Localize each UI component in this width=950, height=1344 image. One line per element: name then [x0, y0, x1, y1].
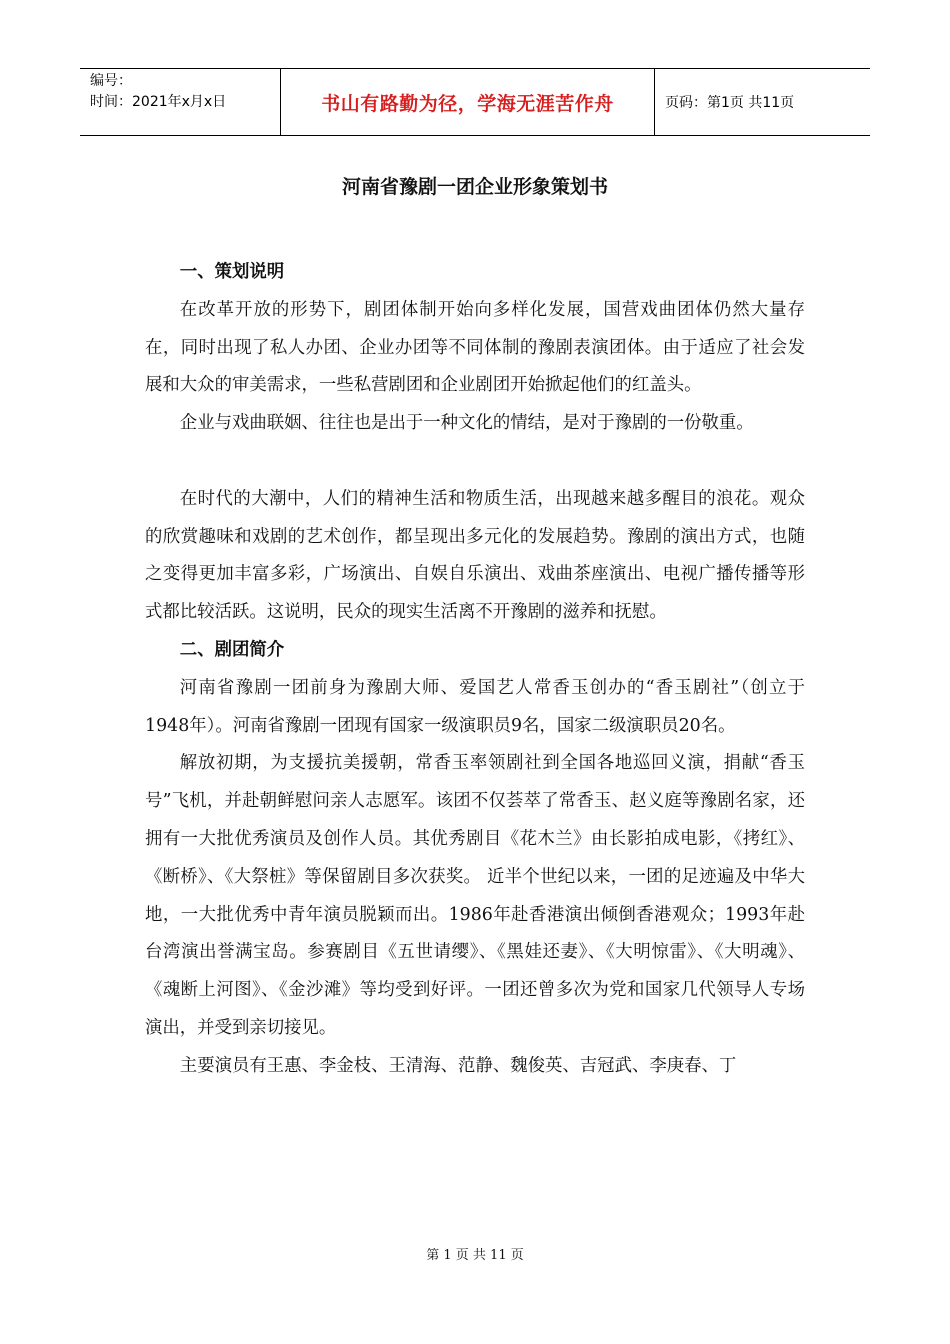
header-page-info: 页码：第1页 共11页: [665, 95, 795, 111]
paragraph: 企业与戏曲联姻、往往也是出于一种文化的情结，是对于豫剧的一份敬重。: [179, 413, 754, 434]
section-heading-plan: 一、策划说明: [179, 262, 285, 282]
paragraph: 在时代的大潮中，人们的精神生活和物质生活，出现越来越多醒目的浪花。观众的欣赏趣味和戏剧的艺术创作，都呈现出多元化的发展趋势。豫剧的演出方式，也随之变得更加丰富多彩，广场演出、自娱自乐演出、戏曲茶座演出、电视广播传播等形式都比较活跃。这说明，民众的现实生活离不开豫剧的滋养和抚慰。: [145, 488, 805, 623]
page-header: [80, 68, 870, 136]
paragraph: 在改革开放的形势下，剧团体制开始向多样化发展，国营戏曲团体仍然大量存在，同时出现了私人办团、企业办团等不同体制的豫剧表演团体。由于适应了社会发展和大众的审美需求，一些私营剧团和企业剧团开始掀起他们的红盖头。: [145, 299, 805, 396]
document-title: 河南省豫剧一团企业形象策划书: [341, 176, 608, 198]
page-footer: 第 1 页 共 11 页: [426, 1248, 524, 1263]
section-heading-intro: 二、剧团简介: [179, 639, 285, 660]
number-label: 编号：: [90, 73, 132, 89]
paragraph: 河南省豫剧一团前身为豫剧大师、爱国艺人常香玉创办的“香玉剧社”（创立于1948年）。河南省豫剧一团现有国家一级演职员9名，国家二级演职员20名。: [145, 677, 805, 736]
paragraph-gap: [145, 443, 805, 481]
paragraph: 解放初期，为支援抗美援朝，常香玉率领剧社到全国各地巡回义演，捐献“香玉号”飞机，并赴朝鲜慰问亲人志愿军。该团不仅荟萃了常香玉、赵义庭等豫剧名家，还拥有一大批优秀演员及创作人员。其优秀剧目《花木兰》由长影拍成电影，《拷红》、《断桥》、《大祭桩》等保留剧目多次获奖。 近半个世纪以来，一团的足迹遍及中华大地，一大批优秀中青年演员脱颖而出。1986年赴香港演出倾倒香港观众；1993年赴台湾演出誉满宝岛。参赛剧目《五世请缨》、《黑娃还妻》、《大明惊雷》、《大明魂》、《魂断上河图》、《金沙滩》等均受到好评。一团还曾多次为党和国家几代领导人专场演出，并受到亲切接见。: [145, 753, 805, 1038]
time-label: 时间：2021年x月x日: [90, 94, 227, 110]
paragraph: 主要演员有王惠、李金枝、王清海、范静、魏俊英、吉冠武、李庚春、丁: [179, 1055, 737, 1076]
document-body: [145, 254, 805, 1086]
header-meta: [80, 69, 281, 135]
header-motto: 书山有路勤为径，学海无涯苦作舟: [281, 69, 655, 135]
